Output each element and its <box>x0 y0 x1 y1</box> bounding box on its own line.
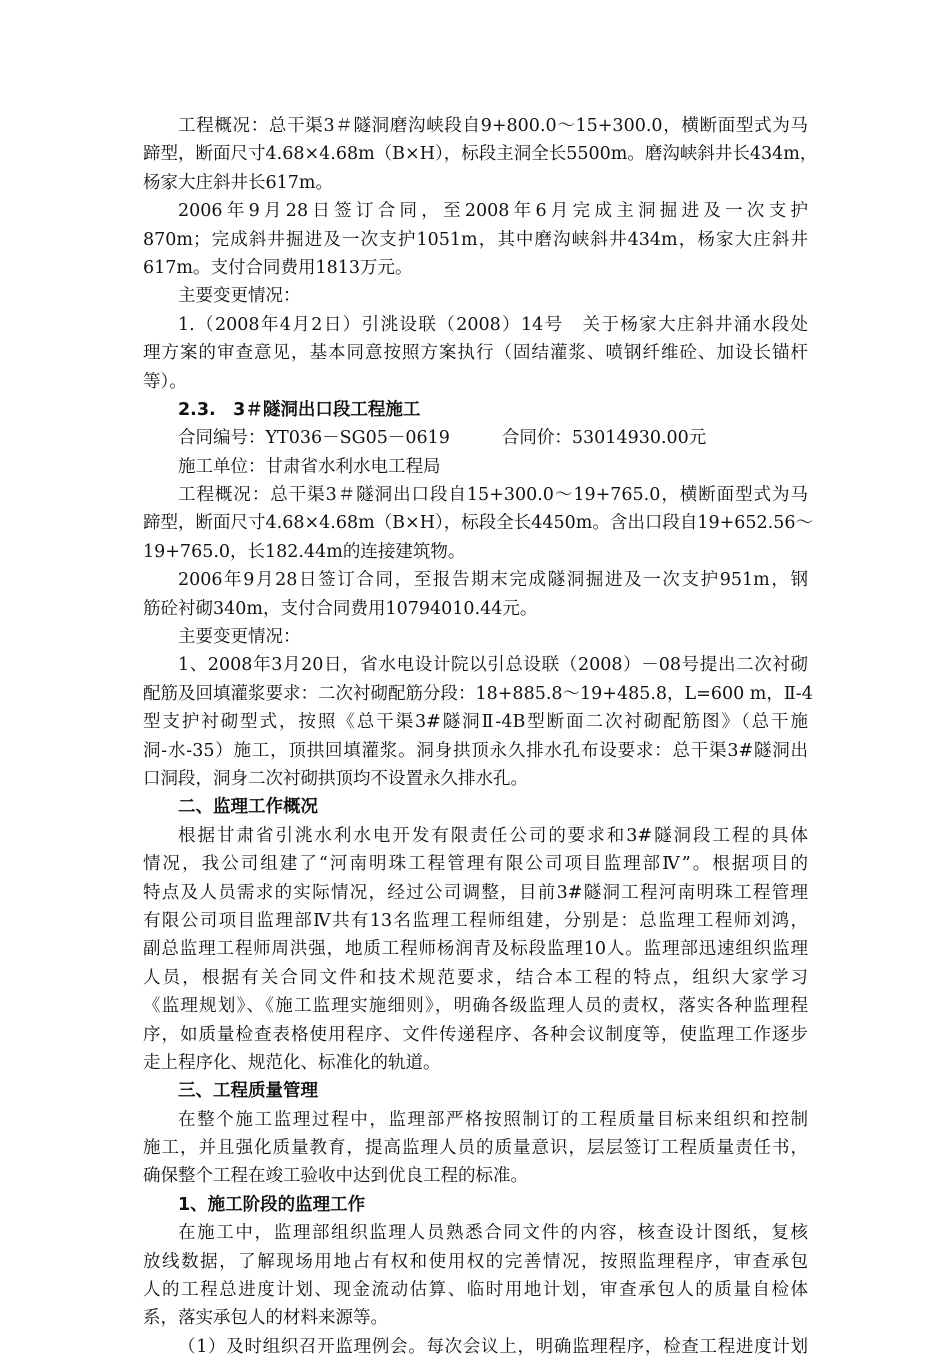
paragraph-line: 蹄型，断面尺寸4.68×4.68m（B×H），标段全长4450m。含出口段自19+652.56～ <box>143 513 814 534</box>
paragraph-line: 蹄型，断面尺寸4.68×4.68m（B×H），标段主洞全长5500m。磨沟峡斜井长434m， <box>143 144 818 165</box>
paragraph-line: 杨家大庄斜井长617m。 <box>143 172 333 193</box>
paragraph-line: 1、2008年3月20日，省水电设计院以引总设联（2008）－08号提出二次衬砌 <box>178 655 808 676</box>
paragraph-line: 人员，根据有关合同文件和技术规范要求，结合本工程的特点，组织大家学习 <box>143 967 808 988</box>
paragraph-line: 《监理规划》、《施工监理实施细则》，明确各级监理人员的责权，落实各种监理程 <box>143 996 808 1017</box>
paragraph-line: 特点及人员需求的实际情况，经过公司调整，目前3#隧洞工程河南明珠工程管理 <box>143 882 808 903</box>
paragraph-line: 系，落实承包人的材料来源等。 <box>143 1308 388 1329</box>
contract-number: 合同编号：YT036－SG05－0619 <box>178 428 450 449</box>
paragraph-line: 人的工程总进度计划、现金流动估算、临时用地计划，审查承包人的质量自检体 <box>143 1280 808 1301</box>
paragraph-line: 工程概况：总干渠3＃隧洞出口段自15+300.0～19+765.0，横断面型式为马 <box>178 485 808 506</box>
contract-info-line <box>143 424 808 452</box>
paragraph-line: 施工，并且强化质量教育，提高监理人员的质量意识，层层签订工程质量责任书， <box>143 1138 808 1159</box>
construction-unit: 施工单位：甘肃省水利水电工程局 <box>178 456 441 477</box>
paragraph-line: 口洞段，洞身二次衬砌拱顶均不设置永久排水孔。 <box>143 768 528 789</box>
paragraph-line: 配筋及回填灌浆要求：二次衬砌配筋分段：18+885.8～19+485.8，L=600 m，Ⅱ-4 <box>143 683 813 704</box>
contract-price: 合同价：53014930.00元 <box>501 428 707 449</box>
paragraph-line: 放线数据，了解现场用地占有权和使用权的完善情况，按照监理程序，审查承包 <box>143 1251 808 1272</box>
paragraph-line: 走上程序化、规范化、标准化的轨道。 <box>143 1052 441 1073</box>
section-heading-2-3: 2.3. 3＃隧洞出口段工程施工 <box>178 399 421 420</box>
paragraph-line: （1）及时组织召开监理例会。每次会议上，明确监理程序，检查工程进度计划 <box>178 1336 808 1357</box>
paragraph-line: 有限公司项目监理部Ⅳ共有13名监理工程师组建，分别是：总监理工程师刘鸿， <box>143 910 808 931</box>
paragraph-line: 情况，我公司组建了“河南明珠工程管理有限公司项目监理部Ⅳ”。根据项目的 <box>143 854 808 875</box>
paragraph-line: 洞-水-35）施工，顶拱回填灌浆。洞身拱顶永久排水孔布设要求：总干渠3#隧洞出 <box>143 740 808 761</box>
paragraph-line: 2006年9月28日签订合同，至报告期末完成隧洞掘进及一次支护951m，钢 <box>178 570 808 591</box>
paragraph-line: 在整个施工监理过程中，监理部严格按照制订的工程质量目标来组织和控制 <box>178 1109 808 1130</box>
paragraph-line: 等）。 <box>143 371 187 392</box>
section-heading-3: 三、工程质量管理 <box>178 1081 318 1102</box>
paragraph-line: 理方案的审查意见，基本同意按照方案执行（固结灌浆、喷钢纤维砼、加设长锚杆 <box>143 343 808 364</box>
paragraph-line: 617m。支付合同费用1813万元。 <box>143 257 413 278</box>
paragraph-line: 确保整个工程在竣工验收中达到优良工程的标准。 <box>143 1166 528 1187</box>
paragraph-line: 副总监理工程师周洪强，地质工程师杨润青及标段监理10人。监理部迅速组织监理 <box>143 939 808 960</box>
paragraph-line: 型支护衬砌型式，按照《总干渠3#隧洞Ⅱ-4B型断面二次衬砌配筋图》（总干施 <box>143 712 808 733</box>
paragraph-line: 工程概况：总干渠3＃隧洞磨沟峡段自9+800.0～15+300.0，横断面型式为马 <box>178 116 808 136</box>
subsection-heading-1: 1、施工阶段的监理工作 <box>178 1194 366 1215</box>
paragraph-line: 序，如质量检查表格使用程序、文件传递程序、各种会议制度等，使监理工作逐步 <box>143 1024 808 1045</box>
paragraph-line: 主要变更情况： <box>178 286 301 307</box>
paragraph-line: 筋砼衬砌340m，支付合同费用10794010.44元。 <box>143 598 538 619</box>
paragraph-line: 2006年9月28日签订合同，至2008年6月完成主洞掘进及一次支护 <box>178 201 808 222</box>
document-body <box>143 112 818 1361</box>
paragraph-line: 根据甘肃省引洮水利水电开发有限责任公司的要求和3#隧洞段工程的具体 <box>178 825 808 846</box>
paragraph-line: 主要变更情况： <box>178 627 301 648</box>
paragraph-line: 1.（2008年4月2日）引洮设联（2008）14号 关于杨家大庄斜井涌水段处 <box>178 314 808 335</box>
paragraph-line: 870m；完成斜井掘进及一次支护1051m，其中磨沟峡斜井434m，杨家大庄斜井 <box>143 229 808 250</box>
paragraph-line: 19+765.0，长182.44m的连接建筑物。 <box>143 541 466 562</box>
section-heading-2: 二、监理工作概况 <box>178 797 318 818</box>
paragraph-line: 在施工中，监理部组织监理人员熟悉合同文件的内容，核查设计图纸，复核 <box>178 1223 808 1244</box>
